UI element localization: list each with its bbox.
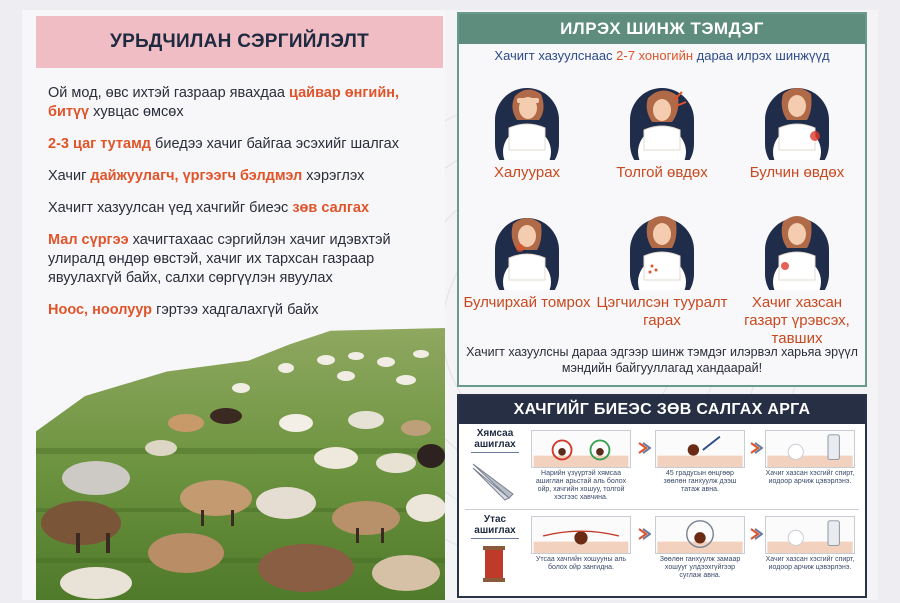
removal-title: ХАЧГИЙГ БИЕЭС ЗӨВ САЛГАХ АРГА (513, 401, 811, 418)
symptom-fever (459, 80, 595, 182)
chevron-right-icon (749, 528, 763, 540)
method-step (765, 516, 855, 572)
disinfect-step-image (765, 430, 855, 468)
method-step (655, 516, 745, 580)
symptom-swollen-gland (459, 210, 595, 312)
removal-panel (457, 394, 867, 598)
chevron-right-icon (749, 442, 763, 454)
symptom-label: Цэгчилсэн тууралт гарах (596, 294, 728, 329)
symptoms-title: ИЛРЭХ ШИНЖ ТЭМДЭГ (560, 19, 764, 38)
method-divider (465, 509, 859, 510)
symptom-label: Халуурах (493, 164, 561, 181)
headache-figure-icon (622, 80, 702, 160)
prevention-panel (22, 10, 445, 600)
symptom-bite-inflammation (729, 210, 865, 348)
step-caption: Утсаа хачгийн хошууны аль болох ойр зангидна. (535, 556, 627, 571)
prevention-item: Хачиг дайжуулагч, үргээгч бэлдмэл хэрэглэх (48, 168, 365, 184)
symptom-label: Булчирхай томрох (463, 294, 591, 311)
symptom-headache (594, 80, 730, 182)
symptom-label: Хачиг хазсан газарт үрэвсэх, тавших (744, 294, 850, 347)
step-caption: Зөөлөн ганхуулж замаар хошууг улдээхгүйгээр суглаж авна. (659, 556, 741, 579)
symptom-muscle-pain (729, 80, 865, 182)
method-title: Утас ашиглах (465, 514, 525, 539)
prevention-item: 2-3 цаг тутамд биедээ хачиг байгаа эсэхийг шалгах (48, 136, 399, 152)
tick-pull-step-image (655, 430, 745, 468)
step-caption: Нарийн үзүүртэй хямсаа ашиглан арьстай аль болох ойр, хачгийн хошуу, толгой хэсгээс хавчина. (535, 470, 627, 501)
prevention-item: Хачигт хазуулсан үед хачгийг биеэс зөв салгах (48, 200, 370, 216)
prevention-list (48, 84, 443, 333)
method-step (531, 516, 631, 572)
thread-spool-icon (469, 540, 519, 590)
method-step (655, 430, 745, 494)
symptoms-panel (457, 12, 867, 387)
fever-figure-icon (487, 80, 567, 160)
prevention-item: Ноос, ноолуур гэртээ хадгалахгүй байх (48, 302, 319, 318)
rash-figure-icon (622, 210, 702, 290)
symptoms-header (459, 14, 865, 44)
method-step (765, 430, 855, 486)
step-caption: 45 градусын өнцгөөр зөөлөн ганхуулж дээш татаж авна. (663, 470, 737, 493)
method-tweezers (459, 428, 865, 512)
symptoms-footer: Хачигт хазуулсны дараа эдгээр шинж тэмдэг илэрвэл харьяа эрүүл мэндийн байгууллагад хандаарай! (466, 345, 858, 375)
method-thread (459, 514, 865, 598)
prevention-header (36, 16, 443, 68)
tweezers-icon (469, 454, 519, 504)
chevron-right-icon (637, 442, 651, 454)
chevron-right-icon (637, 528, 651, 540)
swollen-gland-figure-icon (487, 210, 567, 290)
muscle-pain-figure-icon (757, 80, 837, 160)
symptom-label: Булчин өвдөх (749, 164, 845, 181)
removal-header (459, 396, 865, 424)
thread-tie-step-image (531, 516, 631, 554)
symptom-rash (594, 210, 730, 330)
thread-pull-step-image (655, 516, 745, 554)
bite-inflammation-figure-icon (757, 210, 837, 290)
step-caption: Хачиг хазсан хэсгийг спирт, иодоор арчиж цэвэрлэнэ. (765, 556, 855, 571)
step-caption: Хачиг хазсан хэсгийг спирт, иодоор арчиж цэвэрлэнэ. (765, 470, 855, 485)
prevention-item: Ой мод, өвс ихтэй газраар явахдаа цайвар өнгийн, битүү хувцас өмсөх (48, 85, 400, 120)
method-title: Хямсаа ашиглах (465, 428, 525, 453)
method-step (531, 430, 631, 502)
prevention-item: Мал сүргээ хачигтахаас сэргийлэн хачиг идэвхтэй улиралд өндөр өвстэй, хачиг их тархсан газраар явуулахгүй байх, салхи сөргүүлэн явуулах (48, 232, 391, 286)
prevention-title: УРЬДЧИЛАН СЭРГИЙЛЭЛТ (109, 31, 370, 52)
symptom-label: Толгой өвдөх (616, 164, 708, 181)
disinfect-step-image (765, 516, 855, 554)
sheep-herd-photo (36, 328, 445, 600)
symptoms-subtitle: Хачигт хазуулснаас 2-7 хоногийн дараа илрэх шинжүүд (494, 48, 830, 63)
tick-tweezers-step-image (531, 430, 631, 468)
